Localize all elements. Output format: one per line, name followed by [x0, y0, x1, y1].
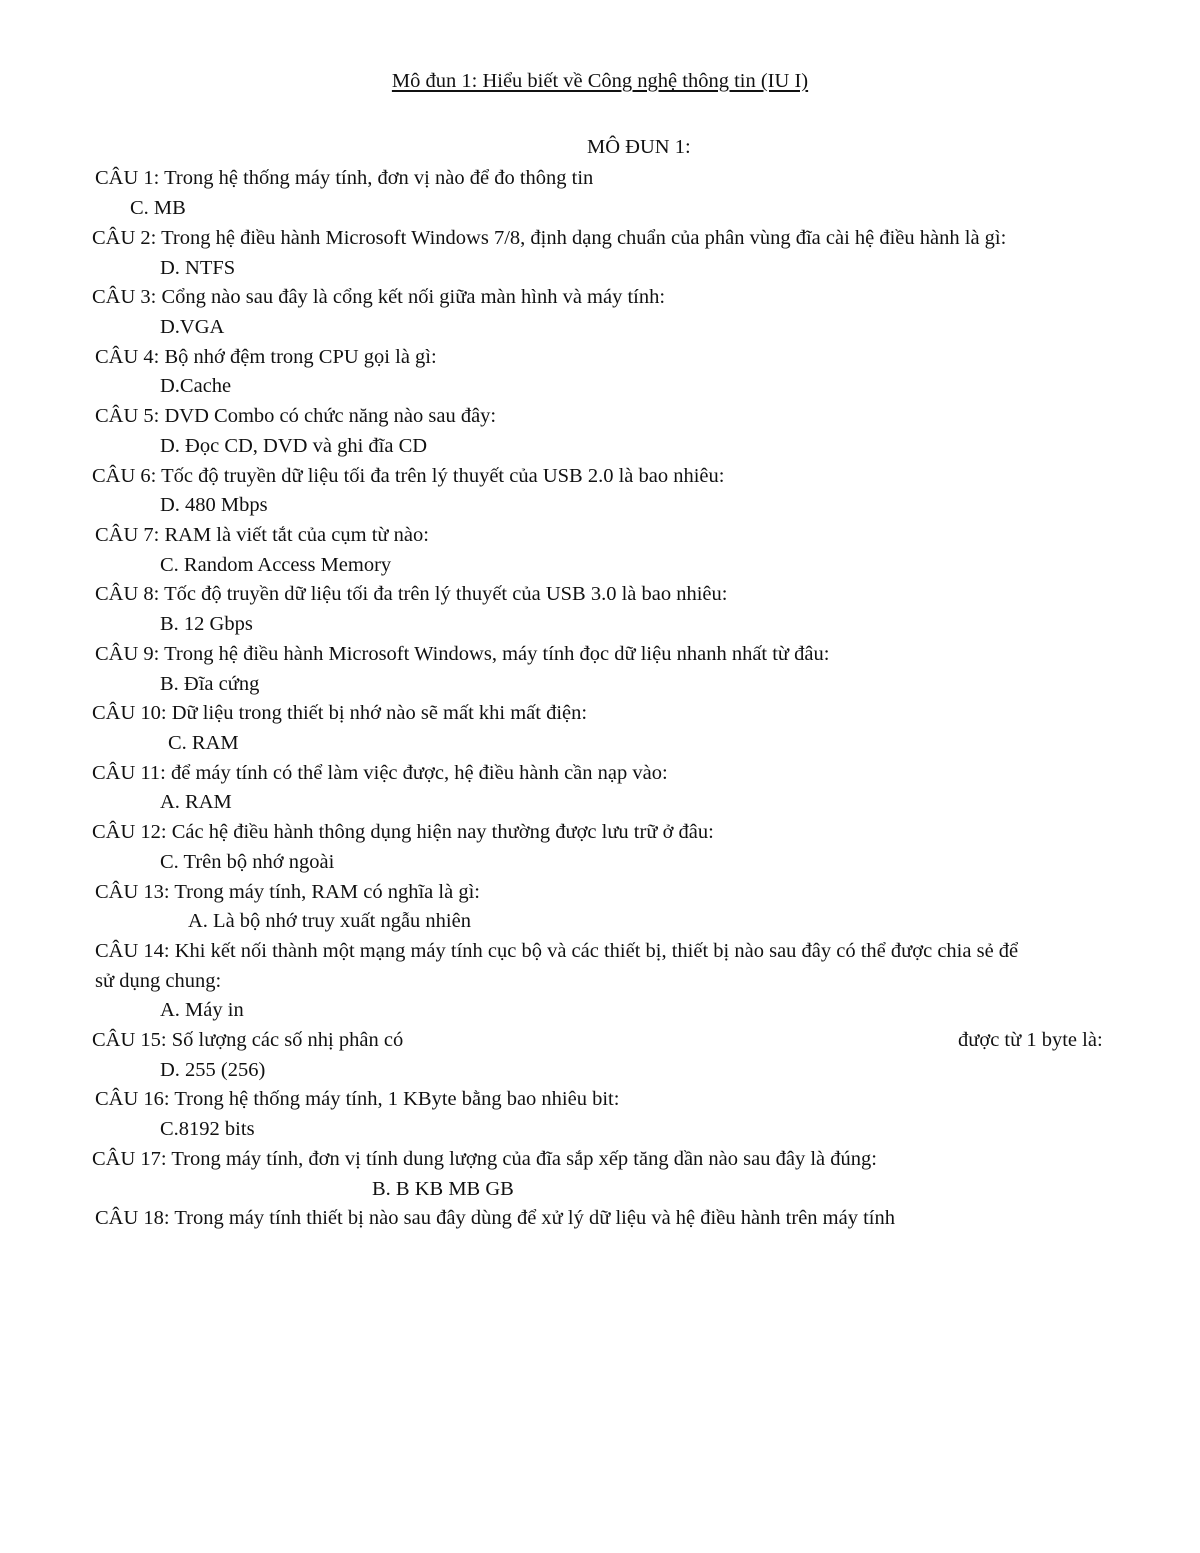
answer-15: D. 255 (256) — [160, 1059, 266, 1081]
page-header: Mô đun 1: Hiểu biết về Công nghệ thông tin (IU I) — [391, 70, 809, 92]
question-12: CÂU 12: Các hệ điều hành thông dụng hiện nay thường được lưu trữ ở đâu: — [92, 821, 714, 843]
answer-9: B. Đĩa cứng — [160, 673, 260, 695]
question-15: CÂU 15: Số lượng các số nhị phân có — [92, 1029, 404, 1051]
answer-5: D. Đọc CD, DVD và ghi đĩa CD — [160, 435, 428, 457]
question-11: CÂU 11: để máy tính có thể làm việc được, hệ điều hành cần nạp vào: — [92, 762, 668, 784]
answer-11: A. RAM — [160, 791, 232, 813]
answer-6: D. 480 Mbps — [160, 494, 268, 516]
answer-16: C.8192 bits — [160, 1118, 255, 1140]
answer-8: B. 12 Gbps — [160, 613, 253, 635]
question-15-tail: được từ 1 byte là: — [958, 1029, 1103, 1051]
question-7: CÂU 7: RAM là viết tắt của cụm từ nào: — [95, 524, 429, 546]
question-14-continued: sử dụng chung: — [95, 970, 222, 992]
answer-13: A. Là bộ nhớ truy xuất ngẫu nhiên — [188, 910, 471, 932]
question-2: CÂU 2: Trong hệ điều hành Microsoft Windows 7/8, định dạng chuẩn của phân vùng đĩa cài hệ điều hành là gì: — [92, 227, 1007, 249]
answer-4: D.Cache — [160, 375, 232, 397]
answer-12: C. Trên bộ nhớ ngoài — [160, 851, 335, 873]
question-10: CÂU 10: Dữ liệu trong thiết bị nhớ nào sẽ mất khi mất điện: — [92, 702, 588, 724]
question-1: CÂU 1: Trong hệ thống máy tính, đơn vị nào để đo thông tin — [95, 167, 594, 189]
module-title: MÔ ĐUN 1: — [587, 136, 691, 158]
answer-3: D.VGA — [160, 316, 225, 338]
question-5: CÂU 5: DVD Combo có chức năng nào sau đây: — [95, 405, 497, 427]
answer-10: C. RAM — [168, 732, 239, 754]
question-9: CÂU 9: Trong hệ điều hành Microsoft Windows, máy tính đọc dữ liệu nhanh nhất từ đâu: — [95, 643, 830, 665]
question-8: CÂU 8: Tốc độ truyền dữ liệu tối đa trên lý thuyết của USB 3.0 là bao nhiêu: — [95, 583, 728, 605]
answer-7: C. Random Access Memory — [160, 554, 392, 576]
answer-17: B. B KB MB GB — [372, 1178, 514, 1200]
question-18: CÂU 18: Trong máy tính thiết bị nào sau đây dùng để xử lý dữ liệu và hệ điều hành trên máy tính — [95, 1207, 895, 1229]
question-16: CÂU 16: Trong hệ thống máy tính, 1 KByte bằng bao nhiêu bit: — [95, 1088, 620, 1110]
answer-2: D. NTFS — [160, 257, 236, 279]
answer-1: C. MB — [130, 197, 186, 219]
question-4: CÂU 4: Bộ nhớ đệm trong CPU gọi là gì: — [95, 346, 437, 368]
question-3: CÂU 3: Cổng nào sau đây là cổng kết nối giữa màn hình và máy tính: — [92, 286, 666, 308]
question-17: CÂU 17: Trong máy tính, đơn vị tính dung lượng của đĩa sắp xếp tăng dần nào sau đây là đúng: — [92, 1148, 877, 1170]
question-13: CÂU 13: Trong máy tính, RAM có nghĩa là gì: — [95, 881, 480, 903]
answer-14: A. Máy in — [160, 999, 244, 1021]
question-6: CÂU 6: Tốc độ truyền dữ liệu tối đa trên lý thuyết của USB 2.0 là bao nhiêu: — [92, 465, 725, 487]
question-14: CÂU 14: Khi kết nối thành một mạng máy tính cục bộ và các thiết bị, thiết bị nào sau đây có thể được chia sẻ để — [95, 940, 1019, 962]
